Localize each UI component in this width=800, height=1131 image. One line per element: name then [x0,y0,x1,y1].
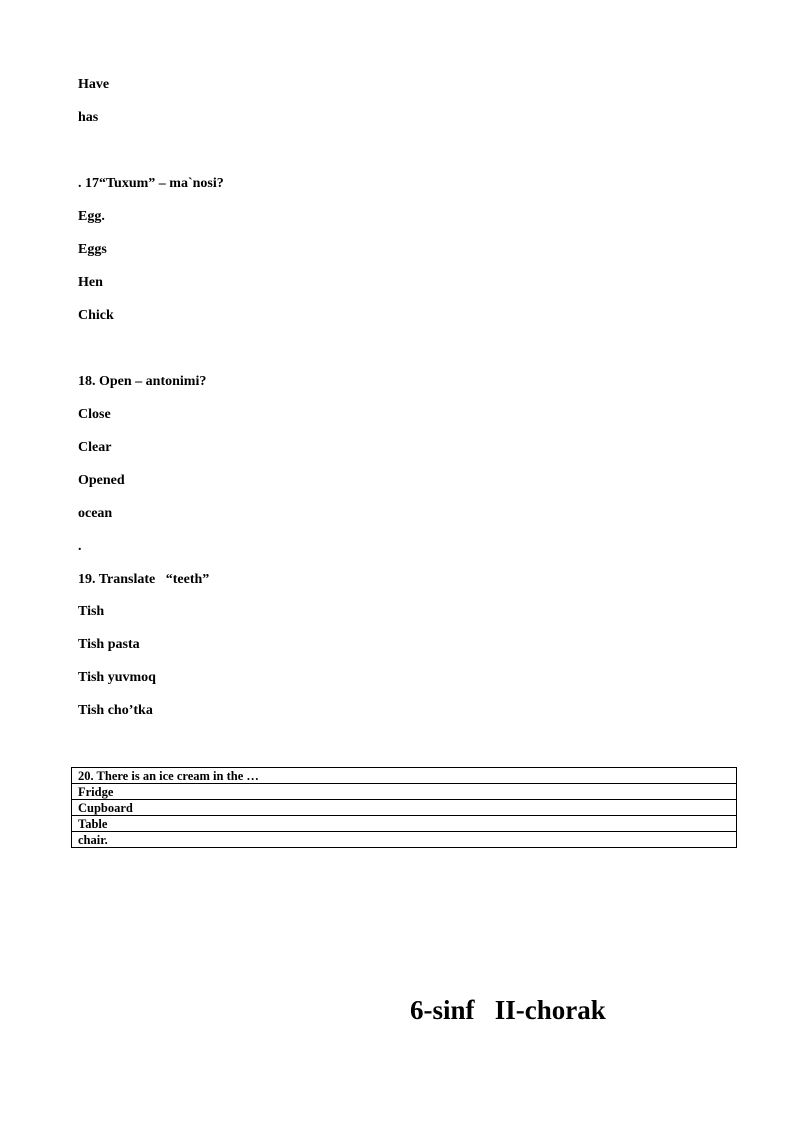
q19-option-c: Tish yuvmoq [78,670,156,685]
q20-option-a: Fridge [72,784,737,800]
q18-option-a: Close [78,407,111,422]
section-heading: 6-sinf II-chorak [410,995,606,1025]
q20-option-d: chair. [72,832,737,848]
q17-option-a: Egg. [78,209,105,224]
q18-option-c: Opened [78,473,125,488]
q18-trailing-dot: . [78,539,82,554]
q17-option-c: Hen [78,275,103,290]
q17-option-d: Chick [78,308,114,323]
table-row [72,832,737,848]
question-19: 19. Translate “teeth” [78,572,210,587]
q20-option-b: Cupboard [72,800,737,816]
table-row [72,784,737,800]
q18-option-d: ocean [78,506,113,521]
table-row [72,768,737,784]
q17-option-b: Eggs [78,242,107,257]
table-row [72,816,737,832]
option-has: has [78,110,99,125]
question-20-table [71,767,737,848]
option-have: Have [78,77,110,92]
question-17: . 17“Tuxum” – ma`nosi? [78,176,224,191]
q19-option-d: Tish cho’tka [78,703,153,718]
question-20: 20. There is an ice cream in the … [72,768,737,784]
table-row [72,800,737,816]
q19-option-b: Tish pasta [78,637,140,652]
q20-option-c: Table [72,816,737,832]
question-18: 18. Open – antonimi? [78,374,207,389]
q19-option-a: Tish [78,604,105,619]
q18-option-b: Clear [78,440,112,455]
